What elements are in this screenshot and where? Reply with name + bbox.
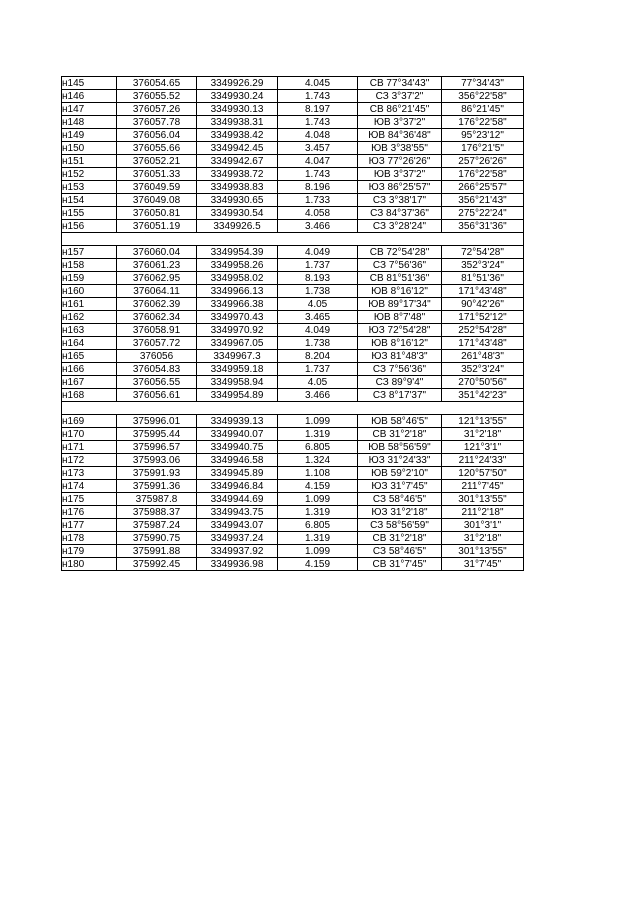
cell-coord-x: 376061.23 [117, 259, 197, 272]
cell-rumb: СЗ 58°56'59" [358, 519, 442, 532]
table-row [62, 532, 524, 545]
cell-azimuth: 171°43'48" [442, 285, 524, 298]
cell-azimuth: 176°22'58" [442, 116, 524, 129]
cell-point-name: н166 [62, 363, 117, 376]
cell-azimuth: 81°51'36" [442, 272, 524, 285]
cell-azimuth: 72°54'28" [442, 246, 524, 259]
cell-rumb: ЮЗ 86°25'57" [358, 181, 442, 194]
cell-rumb: ЮВ 58°56'59" [358, 441, 442, 454]
cell-coord-y: 3349946.58 [197, 454, 278, 467]
table-row [62, 324, 524, 337]
cell-length: 4.058 [278, 207, 358, 220]
cell-azimuth: 352°3'24" [442, 259, 524, 272]
cell-point-name: н178 [62, 532, 117, 545]
cell-rumb: ЮВ 3°37'2" [358, 116, 442, 129]
cell-azimuth: 95°23'12" [442, 129, 524, 142]
table-row [62, 259, 524, 272]
cell-coord-y: 3349959.18 [197, 363, 278, 376]
cell-coord-x: 376049.59 [117, 181, 197, 194]
table-row [62, 194, 524, 207]
cell-coord-x: 375995.44 [117, 428, 197, 441]
cell-coord-x: 376054.65 [117, 77, 197, 90]
cell-coord-y: 3349937.24 [197, 532, 278, 545]
cell-length: 3.465 [278, 311, 358, 324]
cell-point-name: н151 [62, 155, 117, 168]
block-separator-row [62, 233, 524, 246]
cell-coord-y: 3349938.31 [197, 116, 278, 129]
table-row [62, 506, 524, 519]
cell-length: 3.466 [278, 220, 358, 233]
cell-azimuth: 211°2'18" [442, 506, 524, 519]
cell-coord-y: 3349945.89 [197, 467, 278, 480]
coordinates-table [61, 76, 524, 571]
cell-rumb: СЗ 58°46'5" [358, 545, 442, 558]
cell-azimuth: 176°22'58" [442, 168, 524, 181]
cell-length: 1.737 [278, 363, 358, 376]
cell-azimuth: 356°22'58" [442, 90, 524, 103]
cell-length: 4.049 [278, 324, 358, 337]
cell-rumb: ЮВ 59°2'10" [358, 467, 442, 480]
cell-rumb: СВ 81°51'36" [358, 272, 442, 285]
cell-coord-x: 375996.01 [117, 415, 197, 428]
cell-coord-x: 375987.8 [117, 493, 197, 506]
cell-azimuth: 77°34'43" [442, 77, 524, 90]
cell-point-name: н176 [62, 506, 117, 519]
cell-length: 8.204 [278, 350, 358, 363]
table-row [62, 480, 524, 493]
cell-azimuth: 86°21'45" [442, 103, 524, 116]
cell-rumb: СЗ 89°9'4" [358, 376, 442, 389]
cell-azimuth: 356°31'36" [442, 220, 524, 233]
cell-azimuth: 121°13'55" [442, 415, 524, 428]
cell-coord-x: 376058.91 [117, 324, 197, 337]
cell-point-name: н149 [62, 129, 117, 142]
cell-coord-y: 3349938.83 [197, 181, 278, 194]
cell-azimuth: 211°24'33" [442, 454, 524, 467]
cell-point-name: н180 [62, 558, 117, 571]
table-row [62, 337, 524, 350]
cell-azimuth: 252°54'28" [442, 324, 524, 337]
cell-coord-x: 376062.34 [117, 311, 197, 324]
cell-azimuth: 171°43'48" [442, 337, 524, 350]
cell-azimuth: 257°26'26" [442, 155, 524, 168]
cell-azimuth: 301°13'55" [442, 493, 524, 506]
cell-length: 1.324 [278, 454, 358, 467]
cell-length: 1.099 [278, 493, 358, 506]
table-row [62, 454, 524, 467]
table-row [62, 441, 524, 454]
cell-length: 4.159 [278, 558, 358, 571]
cell-point-name: н156 [62, 220, 117, 233]
cell-rumb: ЮВ 8°7'48" [358, 311, 442, 324]
cell-coord-x: 376055.66 [117, 142, 197, 155]
cell-rumb: ЮВ 3°38'55" [358, 142, 442, 155]
cell-length: 1.319 [278, 428, 358, 441]
table-row [62, 558, 524, 571]
cell-azimuth: 301°13'55" [442, 545, 524, 558]
cell-coord-x: 376056.61 [117, 389, 197, 402]
cell-coord-y: 3349970.92 [197, 324, 278, 337]
cell-coord-y: 3349926.29 [197, 77, 278, 90]
table-row [62, 77, 524, 90]
cell-coord-x: 376056.55 [117, 376, 197, 389]
table-row [62, 129, 524, 142]
cell-coord-y: 3349958.94 [197, 376, 278, 389]
cell-azimuth: 351°42'23" [442, 389, 524, 402]
cell-point-name: н155 [62, 207, 117, 220]
cell-azimuth: 120°57'50" [442, 467, 524, 480]
cell-coord-x: 375987.24 [117, 519, 197, 532]
table-row [62, 272, 524, 285]
cell-point-name: н165 [62, 350, 117, 363]
cell-rumb: СЗ 7°56'36" [358, 259, 442, 272]
cell-point-name: н148 [62, 116, 117, 129]
cell-coord-y: 3349954.89 [197, 389, 278, 402]
cell-point-name: н160 [62, 285, 117, 298]
cell-coord-x: 375996.57 [117, 441, 197, 454]
cell-coord-y: 3349943.75 [197, 506, 278, 519]
cell-coord-y: 3349940.07 [197, 428, 278, 441]
separator-cell [62, 233, 524, 246]
cell-length: 1.099 [278, 415, 358, 428]
table-row [62, 220, 524, 233]
cell-azimuth: 31°2'18" [442, 532, 524, 545]
cell-rumb: СЗ 3°38'17" [358, 194, 442, 207]
table-row [62, 493, 524, 506]
table-row [62, 207, 524, 220]
cell-rumb: СЗ 8°17'37" [358, 389, 442, 402]
table-row [62, 168, 524, 181]
table-row [62, 285, 524, 298]
cell-point-name: н162 [62, 311, 117, 324]
cell-coord-x: 375991.93 [117, 467, 197, 480]
cell-rumb: СВ 31°2'18" [358, 428, 442, 441]
cell-coord-x: 376051.19 [117, 220, 197, 233]
cell-azimuth: 90°42'26" [442, 298, 524, 311]
cell-length: 4.049 [278, 246, 358, 259]
cell-rumb: СВ 72°54'28" [358, 246, 442, 259]
cell-length: 4.048 [278, 129, 358, 142]
cell-coord-x: 376051.33 [117, 168, 197, 181]
cell-length: 6.805 [278, 519, 358, 532]
cell-coord-y: 3349938.42 [197, 129, 278, 142]
cell-coord-y: 3349966.38 [197, 298, 278, 311]
cell-coord-y: 3349943.07 [197, 519, 278, 532]
cell-point-name: н169 [62, 415, 117, 428]
cell-azimuth: 121°3'1" [442, 441, 524, 454]
cell-point-name: н154 [62, 194, 117, 207]
cell-coord-y: 3349936.98 [197, 558, 278, 571]
cell-coord-y: 3349930.24 [197, 90, 278, 103]
cell-length: 4.159 [278, 480, 358, 493]
cell-coord-x: 376057.78 [117, 116, 197, 129]
cell-azimuth: 270°50'56" [442, 376, 524, 389]
cell-azimuth: 301°3'1" [442, 519, 524, 532]
table-row [62, 350, 524, 363]
cell-point-name: н157 [62, 246, 117, 259]
cell-rumb: ЮЗ 81°48'3" [358, 350, 442, 363]
cell-point-name: н145 [62, 77, 117, 90]
cell-point-name: н158 [62, 259, 117, 272]
cell-rumb: СЗ 58°46'5" [358, 493, 442, 506]
cell-coord-x: 376052.21 [117, 155, 197, 168]
cell-length: 3.457 [278, 142, 358, 155]
table-row [62, 311, 524, 324]
cell-length: 1.319 [278, 506, 358, 519]
cell-length: 4.05 [278, 376, 358, 389]
cell-rumb: ЮЗ 31°7'45" [358, 480, 442, 493]
cell-point-name: н179 [62, 545, 117, 558]
cell-rumb: ЮВ 84°36'48" [358, 129, 442, 142]
cell-length: 4.05 [278, 298, 358, 311]
cell-point-name: н146 [62, 90, 117, 103]
cell-length: 3.466 [278, 389, 358, 402]
cell-rumb: СВ 31°7'45" [358, 558, 442, 571]
cell-point-name: н175 [62, 493, 117, 506]
cell-point-name: н147 [62, 103, 117, 116]
cell-rumb: СЗ 3°28'24" [358, 220, 442, 233]
cell-coord-y: 3349958.26 [197, 259, 278, 272]
cell-rumb: ЮЗ 31°24'33" [358, 454, 442, 467]
table-row [62, 376, 524, 389]
cell-coord-x: 376050.81 [117, 207, 197, 220]
cell-coord-y: 3349967.05 [197, 337, 278, 350]
table-row [62, 389, 524, 402]
cell-rumb: ЮЗ 72°54'28" [358, 324, 442, 337]
table-row [62, 298, 524, 311]
cell-coord-x: 376056 [117, 350, 197, 363]
cell-coord-y: 3349954.39 [197, 246, 278, 259]
cell-coord-y: 3349937.92 [197, 545, 278, 558]
cell-length: 1.738 [278, 337, 358, 350]
cell-point-name: н170 [62, 428, 117, 441]
cell-azimuth: 31°2'18" [442, 428, 524, 441]
cell-rumb: ЮВ 89°17'34" [358, 298, 442, 311]
table-row [62, 363, 524, 376]
cell-coord-y: 3349946.84 [197, 480, 278, 493]
cell-coord-y: 3349942.45 [197, 142, 278, 155]
cell-coord-x: 376049.08 [117, 194, 197, 207]
cell-point-name: н177 [62, 519, 117, 532]
separator-cell [62, 402, 524, 415]
cell-coord-x: 376057.72 [117, 337, 197, 350]
cell-length: 1.733 [278, 194, 358, 207]
cell-coord-y: 3349930.13 [197, 103, 278, 116]
cell-azimuth: 171°52'12" [442, 311, 524, 324]
cell-azimuth: 176°21'5" [442, 142, 524, 155]
cell-rumb: СЗ 7°56'36" [358, 363, 442, 376]
cell-rumb: СЗ 3°37'2" [358, 90, 442, 103]
table-row [62, 155, 524, 168]
cell-rumb: ЮЗ 31°2'18" [358, 506, 442, 519]
cell-coord-x: 375988.37 [117, 506, 197, 519]
cell-azimuth: 275°22'24" [442, 207, 524, 220]
table-row [62, 103, 524, 116]
cell-coord-x: 376060.04 [117, 246, 197, 259]
cell-length: 6.805 [278, 441, 358, 454]
cell-rumb: ЮВ 8°16'12" [358, 337, 442, 350]
cell-coord-y: 3349958.02 [197, 272, 278, 285]
cell-coord-x: 376064.11 [117, 285, 197, 298]
cell-coord-x: 376062.95 [117, 272, 197, 285]
cell-coord-y: 3349939.13 [197, 415, 278, 428]
cell-coord-y: 3349926.5 [197, 220, 278, 233]
cell-point-name: н167 [62, 376, 117, 389]
cell-point-name: н168 [62, 389, 117, 402]
cell-rumb: ЮВ 8°16'12" [358, 285, 442, 298]
cell-azimuth: 356°21'43" [442, 194, 524, 207]
cell-coord-x: 376062.39 [117, 298, 197, 311]
table-row [62, 116, 524, 129]
table-row [62, 415, 524, 428]
cell-coord-x: 376057.26 [117, 103, 197, 116]
table-row [62, 467, 524, 480]
cell-coord-x: 375991.36 [117, 480, 197, 493]
cell-coord-y: 3349970.43 [197, 311, 278, 324]
cell-length: 8.196 [278, 181, 358, 194]
cell-length: 1.099 [278, 545, 358, 558]
cell-coord-y: 3349942.67 [197, 155, 278, 168]
cell-point-name: н164 [62, 337, 117, 350]
table-row [62, 142, 524, 155]
cell-length: 1.319 [278, 532, 358, 545]
cell-azimuth: 352°3'24" [442, 363, 524, 376]
cell-length: 8.197 [278, 103, 358, 116]
cell-coord-y: 3349938.72 [197, 168, 278, 181]
table-row [62, 181, 524, 194]
cell-point-name: н161 [62, 298, 117, 311]
table-row [62, 90, 524, 103]
cell-coord-y: 3349930.54 [197, 207, 278, 220]
cell-point-name: н173 [62, 467, 117, 480]
cell-rumb: ЮВ 3°37'2" [358, 168, 442, 181]
cell-point-name: н150 [62, 142, 117, 155]
cell-coord-y: 3349967.3 [197, 350, 278, 363]
cell-length: 4.047 [278, 155, 358, 168]
cell-point-name: н153 [62, 181, 117, 194]
table-row [62, 519, 524, 532]
cell-coord-x: 375990.75 [117, 532, 197, 545]
cell-length: 1.743 [278, 116, 358, 129]
cell-length: 1.743 [278, 168, 358, 181]
cell-point-name: н159 [62, 272, 117, 285]
cell-coord-y: 3349966.13 [197, 285, 278, 298]
cell-point-name: н163 [62, 324, 117, 337]
cell-coord-x: 375991.88 [117, 545, 197, 558]
cell-rumb: СВ 86°21'45" [358, 103, 442, 116]
table-row [62, 428, 524, 441]
cell-azimuth: 211°7'45" [442, 480, 524, 493]
cell-rumb: СВ 31°2'18" [358, 532, 442, 545]
cell-coord-y: 3349944.69 [197, 493, 278, 506]
cell-point-name: н172 [62, 454, 117, 467]
block-separator-row [62, 402, 524, 415]
cell-rumb: ЮВ 58°46'5" [358, 415, 442, 428]
cell-coord-x: 375993.06 [117, 454, 197, 467]
cell-length: 1.743 [278, 90, 358, 103]
table-row [62, 545, 524, 558]
cell-length: 1.108 [278, 467, 358, 480]
cell-point-name: н174 [62, 480, 117, 493]
cell-length: 1.737 [278, 259, 358, 272]
cell-length: 1.738 [278, 285, 358, 298]
cell-azimuth: 266°25'57" [442, 181, 524, 194]
cell-rumb: СЗ 84°37'36" [358, 207, 442, 220]
cell-rumb: ЮЗ 77°26'26" [358, 155, 442, 168]
cell-azimuth: 31°7'45" [442, 558, 524, 571]
cell-coord-x: 376056.04 [117, 129, 197, 142]
cell-point-name: н171 [62, 441, 117, 454]
cell-length: 4.045 [278, 77, 358, 90]
cell-coord-x: 376055.52 [117, 90, 197, 103]
cell-coord-y: 3349940.75 [197, 441, 278, 454]
cell-azimuth: 261°48'3" [442, 350, 524, 363]
cell-coord-x: 375992.45 [117, 558, 197, 571]
cell-length: 8.193 [278, 272, 358, 285]
cell-coord-y: 3349930.65 [197, 194, 278, 207]
cell-point-name: н152 [62, 168, 117, 181]
coordinates-table-body [62, 77, 524, 571]
cell-rumb: СВ 77°34'43" [358, 77, 442, 90]
cell-coord-x: 376054.83 [117, 363, 197, 376]
table-row [62, 246, 524, 259]
